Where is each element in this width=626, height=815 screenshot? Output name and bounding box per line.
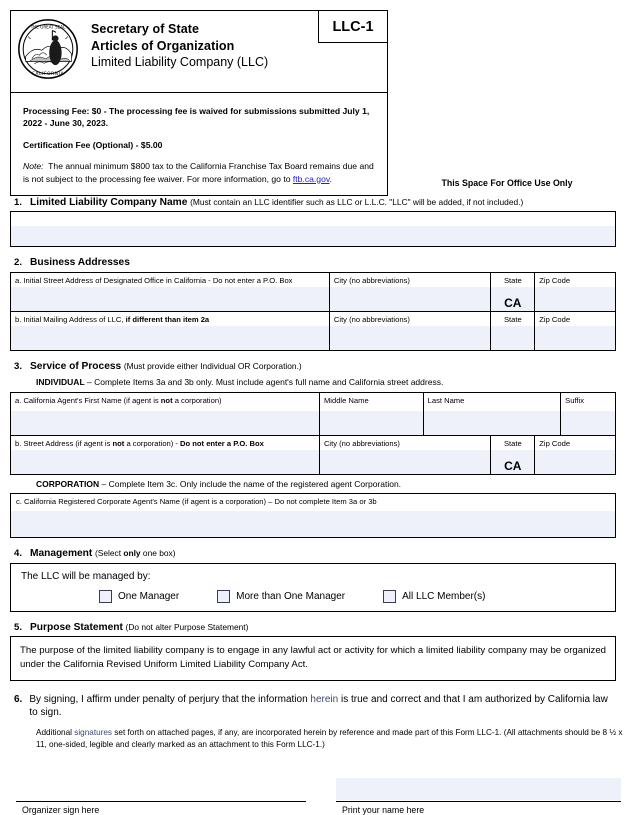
header-titles — [91, 21, 268, 71]
attachments-note-a: Additional — [36, 728, 75, 738]
section-6-declaration — [14, 693, 612, 721]
form-header — [0, 0, 626, 196]
agent-first-name-label — [15, 396, 315, 406]
section-5-title: Purpose Statement — [30, 621, 123, 633]
section-6-declaration-text — [29, 693, 612, 721]
agent-city-label: City (no abbreviations) — [323, 438, 400, 448]
agent-street-cell[interactable] — [11, 436, 320, 474]
management-box — [10, 563, 616, 612]
tax-note-text — [23, 160, 375, 185]
agent-city-input[interactable] — [320, 450, 490, 474]
state-2b-label: State — [503, 314, 522, 324]
corporate-agent-name-label: c. California Registered Corporate Agent's Name (if agent is a corporation) – Do not complete Item 3a or 3b — [16, 497, 377, 507]
section-1-subtitle: (Must contain an LLC identifier such as LLC or L.L.C. "LLC" will be added, if not included.) — [190, 197, 524, 207]
section-2-heading — [14, 256, 626, 269]
agent-zip-label: Zip Code — [539, 438, 571, 448]
individual-instruction — [36, 377, 626, 388]
management-lead-text: The LLC will be managed by: — [21, 570, 151, 582]
first-name-label-bold: not — [160, 395, 173, 405]
agent-middle-name-cell[interactable] — [320, 393, 424, 435]
corporate-agent-name-field[interactable] — [10, 493, 616, 538]
signature-area — [0, 769, 626, 815]
street-address-2a-input[interactable] — [11, 287, 329, 311]
label-more-than-one-manager: More than One Manager — [236, 590, 346, 602]
section-3-subtitle: (Must provide either Individual OR Corporation.) — [123, 360, 302, 371]
office-use-label: This Space For Office Use Only — [441, 178, 573, 188]
table-row — [11, 311, 615, 350]
zip-2b-cell[interactable] — [535, 312, 615, 350]
printed-name-line[interactable] — [336, 776, 621, 802]
agent-middle-name-label: Middle Name — [323, 395, 369, 405]
section-3-title: Service of Process — [30, 360, 122, 372]
section-4-heading — [14, 547, 626, 560]
first-name-label-b: a corporation) — [172, 395, 222, 405]
zip-2a-cell[interactable] — [535, 273, 615, 311]
purpose-statement-text: The purpose of the limited liability company is to engage in any lawful act or activity for which a limited liability company may be organized under the California Revised Uniform Limited Liability Company Act. — [20, 645, 606, 670]
agency-name: Secretary of State — [91, 22, 200, 36]
zip-2b-input[interactable] — [535, 326, 615, 350]
street-label-a: b. Street Address (if agent is — [15, 438, 113, 448]
agent-street-input[interactable] — [11, 450, 319, 474]
agent-state-value: CA — [504, 458, 522, 473]
city-2a-input[interactable] — [330, 287, 490, 311]
first-name-label-a: a. California Agent's First Name (if agent is — [15, 395, 161, 405]
certification-fee-text: Certification Fee (Optional) - $5.00 — [23, 139, 163, 150]
state-2a-label: State — [503, 275, 522, 285]
street-address-2a-cell[interactable] — [11, 273, 330, 311]
street-label-b: a corporation) - — [124, 438, 181, 448]
printed-name-block — [336, 776, 621, 815]
declaration-highlight-herein: herein — [310, 693, 339, 705]
corporate-agent-name-input[interactable] — [11, 511, 615, 537]
mailing-address-2b-label — [15, 315, 325, 325]
street-label-bold-a: not — [112, 438, 125, 448]
note-period: . — [329, 173, 332, 184]
agent-street-label — [15, 439, 315, 449]
printed-name-caption: Print your name here — [342, 804, 425, 815]
corporation-instruction — [36, 479, 626, 490]
checkbox-more-than-one-manager[interactable] — [217, 590, 230, 603]
section-3-heading — [14, 360, 626, 373]
street-label-bold-b: Do not enter a P.O. Box — [180, 438, 264, 448]
city-2a-label: City (no abbreviations) — [333, 275, 410, 285]
section-4-sub-b: one box) — [140, 548, 176, 559]
agent-zip-cell[interactable] — [535, 436, 615, 474]
section-1-number: 1. — [14, 197, 23, 208]
mailing-address-2b-input[interactable] — [11, 326, 329, 350]
state-2a-value: CA — [504, 295, 522, 310]
street-address-2a-label: a. Initial Street Address of Designated Office in California - Do not enter a P.O. Box — [15, 275, 293, 285]
form-subtitle: Limited Liability Company (LLC) — [91, 55, 269, 70]
section-4-sub-bold: only — [123, 548, 141, 559]
svg-text:CALIFORNIA: CALIFORNIA — [31, 72, 65, 78]
llc-name-field[interactable] — [10, 211, 616, 247]
agent-middle-name-input[interactable] — [320, 411, 423, 435]
city-2b-cell[interactable] — [330, 312, 491, 350]
agent-zip-input[interactable] — [535, 450, 615, 474]
mailing-address-2b-cell[interactable] — [11, 312, 330, 350]
declaration-part-b: is true and correct and that I am authorized by California law to sign. — [29, 693, 608, 719]
note-label: Note: — [23, 161, 44, 172]
management-options — [11, 590, 615, 603]
agent-suffix-input[interactable] — [561, 411, 615, 435]
llc-name-input[interactable] — [11, 226, 615, 246]
management-option-more-than-one-manager[interactable] — [217, 590, 345, 603]
agent-city-cell[interactable] — [320, 436, 491, 474]
city-2b-label: City (no abbreviations) — [333, 314, 410, 324]
section-5-heading — [14, 621, 626, 634]
svg-text:THE GREAT SEAL: THE GREAT SEAL — [30, 24, 66, 30]
management-option-all-llc-members[interactable] — [383, 590, 485, 603]
state-2b-cell[interactable] — [491, 312, 535, 350]
section-5-subtitle: (Do not alter Purpose Statement) — [125, 621, 249, 632]
service-of-process-table — [10, 392, 616, 475]
attachments-highlight-signatures: signatures — [74, 728, 113, 738]
label-one-manager: One Manager — [118, 590, 180, 602]
agent-last-name-input[interactable] — [424, 411, 561, 435]
checkbox-one-manager[interactable] — [99, 590, 112, 603]
section-6 — [0, 693, 626, 815]
section-2-number: 2. — [14, 257, 23, 269]
label-all-llc-members: All LLC Member(s) — [402, 590, 486, 602]
section-4-sub-a: (Select — [94, 548, 124, 559]
state-2b-input[interactable] — [491, 326, 534, 350]
section-4-title: Management — [30, 548, 93, 560]
corporation-keyword: CORPORATION — [36, 478, 100, 489]
zip-2b-label: Zip Code — [539, 314, 571, 324]
section-1-heading — [14, 196, 626, 209]
agent-suffix-cell[interactable] — [561, 393, 615, 435]
city-2b-input[interactable] — [330, 326, 490, 350]
agent-suffix-label: Suffix — [565, 395, 585, 405]
city-2a-cell[interactable] — [330, 273, 491, 311]
section-1-title: Limited Liability Company Name — [30, 197, 188, 208]
table-row — [11, 273, 615, 311]
agent-last-name-label: Last Name — [427, 395, 465, 405]
agent-first-name-input[interactable] — [11, 411, 319, 435]
form-code-badge: LLC-1 — [318, 10, 388, 43]
agent-last-name-cell[interactable] — [424, 393, 562, 435]
note-body: The annual minimum $800 tax to the California Franchise Tax Board remains due and is not subject to the processing fee waiver. For more information, go to — [23, 161, 374, 184]
table-row — [11, 393, 615, 435]
california-state-seal-icon — [17, 18, 79, 80]
mailing-2b-label-plain: b. Initial Mailing Address of LLC, — [15, 314, 126, 324]
ftb-link[interactable]: ftb.ca.gov — [292, 173, 330, 184]
agent-state-cell[interactable] — [491, 436, 535, 474]
individual-instruction-text: – Complete Items 3a and 3b only. Must include agent's full name and California street address. — [84, 377, 444, 388]
section-6-number: 6. — [14, 693, 23, 705]
printed-name-input[interactable] — [336, 778, 621, 800]
form-title: Articles of Organization — [91, 38, 235, 53]
corporation-instruction-text: – Complete Item 3c. Only include the name of the registered agent Corporation. — [99, 478, 402, 489]
declaration-part-a: By signing, I affirm under penalty of perjury that the information — [29, 693, 311, 705]
section-3-number: 3. — [14, 360, 23, 372]
fee-information — [11, 93, 387, 185]
section-2-title: Business Addresses — [30, 257, 130, 269]
mailing-2b-label-bold: if different than item 2a — [125, 314, 210, 324]
state-2a-cell[interactable] — [491, 273, 535, 311]
zip-2a-label: Zip Code — [539, 275, 571, 285]
section-6-attachments-note — [36, 727, 626, 751]
section-4-subtitle — [95, 548, 176, 558]
section-4-number: 4. — [14, 548, 23, 560]
attachments-note-b: set forth on attached pages, if any, are incorporated herein by reference and made part of this Form LLC-1. (All attachments should be 8 ½ x 11, one-sided, legible and clearly marked as an attachment to this Form LLC-1.) — [36, 728, 623, 749]
business-addresses-table — [10, 272, 616, 351]
purpose-statement-box — [10, 636, 616, 680]
processing-fee-text: Processing Fee: $0 - The processing fee is waived for submissions submitted July 1, 2022 - June 30, 2023. — [23, 106, 370, 129]
agent-state-label: State — [503, 438, 522, 448]
organizer-signature-caption: Organizer sign here — [22, 804, 100, 815]
section-5-number: 5. — [14, 621, 23, 633]
agent-first-name-cell[interactable] — [11, 393, 320, 435]
checkbox-all-llc-members[interactable] — [383, 590, 396, 603]
individual-keyword: INDIVIDUAL — [36, 377, 85, 388]
zip-2a-input[interactable] — [535, 287, 615, 311]
table-row — [11, 435, 615, 474]
management-option-one-manager[interactable] — [99, 590, 179, 603]
organizer-signature-block — [16, 776, 306, 815]
organizer-signature-line[interactable] — [16, 776, 306, 802]
